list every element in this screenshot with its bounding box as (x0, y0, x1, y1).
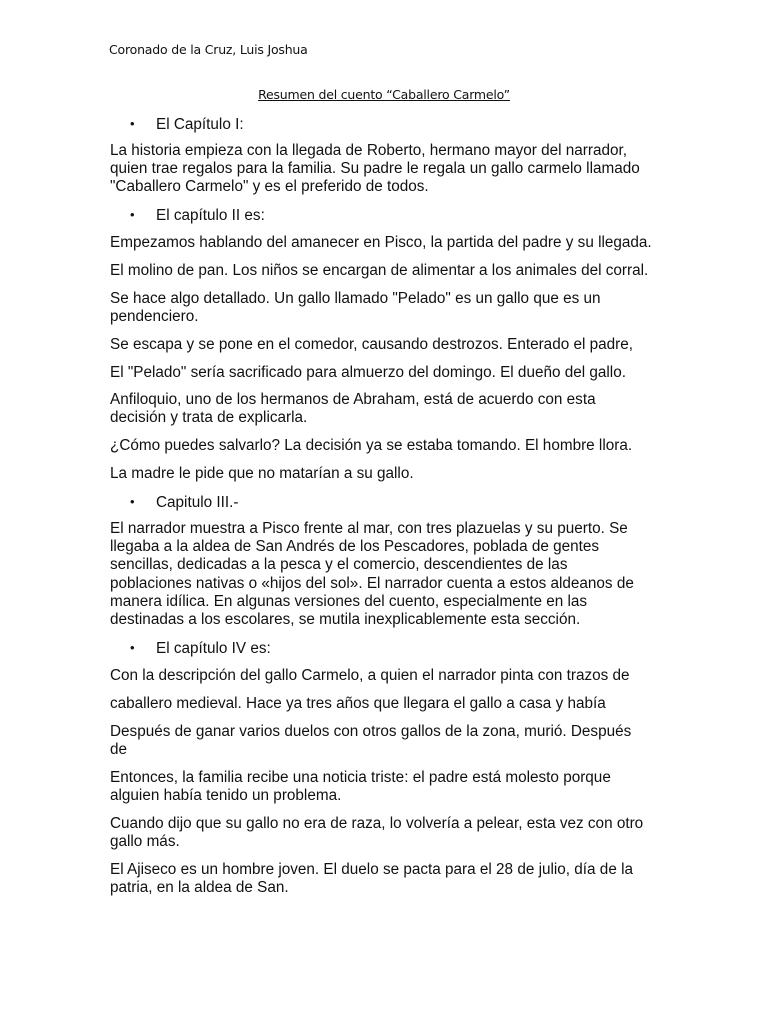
text-line: Después de ganar varios duelos con otros gallos de la zona, murió. Después (110, 723, 632, 740)
text-line: destinadas a los escolares, se mutila inexplicablemente esta sección. (110, 611, 581, 629)
chapter-2-heading (130, 206, 265, 225)
chapter-4-heading (130, 639, 271, 658)
text-line: Se hace algo detallado. Un gallo llamado "Pelado" es un gallo que es un (110, 290, 601, 307)
paragraph-5 (110, 336, 670, 354)
bullet-icon: • (130, 494, 135, 509)
text-line: patria, en la aldea de San. (110, 879, 289, 897)
text-line: decisión y trata de explicarla. (110, 409, 308, 427)
text-line: Con la descripción del gallo Carmelo, a quien el narrador pinta con trazos de (110, 667, 630, 684)
bullet-icon: • (130, 116, 135, 131)
paragraph-15 (110, 815, 670, 851)
chapter-2-label: El capítulo II es: (156, 207, 265, 224)
text-line: llegaba a la aldea de San Andrés de los Pescadores, poblada de gentes (110, 538, 600, 556)
paragraph-16 (110, 861, 670, 897)
paragraph-1 (110, 142, 670, 197)
paragraph-7 (110, 391, 670, 427)
chapter-1-label: El Capítulo I: (156, 116, 244, 133)
paragraph-14 (110, 769, 670, 805)
paragraph-6 (110, 364, 670, 382)
paragraph-4 (110, 290, 670, 326)
text-line: gallo más. (110, 833, 180, 851)
text-line: Se escapa y se pone en el comedor, causando destrozos. Enterado el padre, (110, 336, 633, 353)
text-line: El "Pelado" sería sacrificado para almuerzo del domingo. El dueño del gallo. (110, 364, 626, 381)
text-line: ¿Cómo puedes salvarlo? La decisión ya se estaba tomando. El hombre llora. (110, 437, 633, 454)
text-line: El molino de pan. Los niños se encargan de alimentar a los animales del corral. (110, 262, 649, 279)
text-line: sencillas, dedicadas a la pesca y el comercio, descendientes de las (110, 556, 568, 574)
text-line: Cuando dijo que su gallo no era de raza, lo volvería a pelear, esta vez con otro (110, 815, 644, 832)
text-line: Anfiloquio, uno de los hermanos de Abraham, está de acuerdo con esta (110, 391, 596, 408)
text-line: manera idílica. En algunas versiones del cuento, especialmente en las (110, 592, 588, 610)
paragraph-3 (110, 262, 670, 280)
chapter-3-label: Capitulo III.- (156, 494, 239, 511)
text-line: alguien había tenido un problema. (110, 787, 342, 805)
text-line: de (110, 741, 128, 759)
text-line: El Ajiseco es un hombre joven. El duelo se pacta para el 28 de julio, día de la (110, 861, 633, 878)
text-line: Entonces, la familia recibe una noticia triste: el padre está molesto porque (110, 769, 611, 786)
text-line: "Caballero Carmelo" y es el preferido de todos. (110, 178, 429, 196)
paragraph-2 (110, 234, 670, 252)
author-name: Coronado de la Cruz, Luis Joshua (109, 42, 308, 57)
chapter-1-heading (130, 115, 244, 134)
bullet-icon: • (130, 640, 135, 655)
text-line: quien trae regalos para la familia. Su padre le regala un gallo carmelo llamado (110, 160, 640, 178)
text-line: La madre le pide que no matarían a su gallo. (110, 465, 414, 482)
text-line: pendenciero. (110, 308, 199, 326)
bullet-icon: • (130, 207, 135, 222)
chapter-3-heading (130, 493, 238, 512)
text-line: La historia empieza con la llegada de Roberto, hermano mayor del narrador, (110, 142, 627, 159)
document-title: Resumen del cuento “Caballero Carmelo” (258, 87, 510, 102)
text-line: poblaciones nativas o «hijos del sol». El narrador cuenta a estos aldeanos de (110, 574, 634, 592)
text-line: El narrador muestra a Pisco frente al mar, con tres plazuelas y su puerto. Se (110, 520, 628, 537)
paragraph-11 (110, 667, 670, 685)
paragraph-12 (110, 695, 670, 713)
chapter-4-label: El capítulo IV es: (156, 640, 271, 657)
paragraph-8 (110, 437, 670, 455)
paragraph-10 (110, 520, 670, 629)
text-line: caballero medieval. Hace ya tres años que llegara el gallo a casa y había (110, 695, 606, 712)
paragraph-13 (110, 723, 670, 759)
text-line: Empezamos hablando del amanecer en Pisco, la partida del padre y su llegada. (110, 234, 652, 251)
paragraph-9 (110, 465, 670, 483)
